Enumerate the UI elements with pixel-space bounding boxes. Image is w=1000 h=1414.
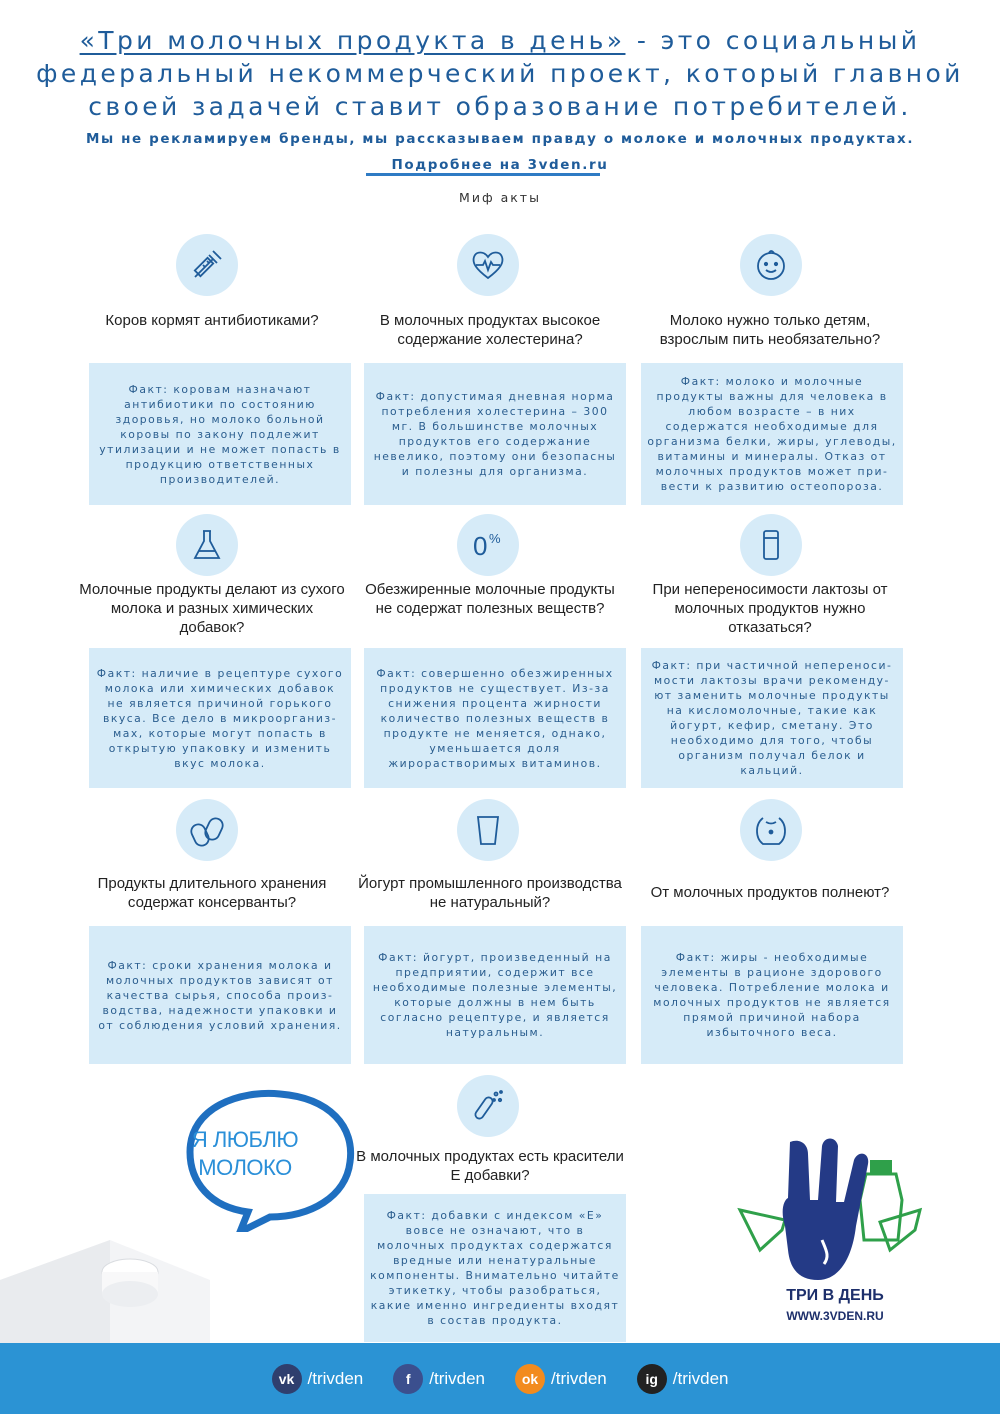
- fact-3: Факт: молоко и молочные продукты важны для человека в любом возрасте – в них содержатся необходимые для организма белки, жиры, углеводы, витамины и минералы. Отказ от молочных продуктов может при-вести к развитию остеопороза.: [641, 363, 903, 505]
- question-3: Молоко нужно только детям, взрослым пить необязательно?: [659, 312, 881, 348]
- syringe-icon: [176, 234, 238, 296]
- question-7: Продукты длительного хранения содержат консерванты?: [97, 875, 327, 911]
- project-name: «Три молочных продукта в день»: [79, 26, 626, 55]
- odnoklassniki-icon: ok: [515, 1364, 545, 1394]
- fact-2: Факт: допустимая дневная норма потребления холестерина – 300 мг. В большинстве молочных продуктов его содержание невелико, поэтому они безопасны и полезны для организма.: [364, 363, 626, 505]
- fact-9: Факт: жиры - необходимые элементы в рационе здорового человека. Потребление молока и молочных продуктов не является прямой причиной набора избыточного веса.: [641, 926, 903, 1064]
- svg-text:%: %: [489, 531, 501, 546]
- subtitle-line-2: Подробнее на 3vden.ru: [391, 157, 609, 173]
- social-handle-facebook: /trivden: [429, 1368, 485, 1388]
- question-9: От молочных продуктов полнеют?: [650, 884, 890, 901]
- baby-face-icon: [740, 234, 802, 296]
- question-5: Обезжиренные молочные продукты не содержат полезных веществ?: [365, 581, 615, 617]
- cup-icon: [457, 799, 519, 861]
- social-handle-vk: /trivden: [307, 1368, 364, 1388]
- question-1: Коров кормят антибиотиками?: [105, 312, 319, 329]
- headline-line-1: «Три молочных продукта в день» - это социальный: [79, 26, 921, 55]
- vk-icon: vk: [272, 1364, 302, 1394]
- fact-5: Факт: совершенно обезжиренных продуктов не существует. Из-за снижения процента жирности количество полезных веществ в продукте не меняется, однако, уменьшается доля жирорастворимых витаминов.: [364, 648, 626, 788]
- subtitle-line-1: Мы не рекламируем бренды, мы рассказываем правду о молоке и молочных продуктах.: [85, 131, 915, 147]
- svg-text:0: 0: [473, 531, 488, 561]
- glass-icon: [740, 514, 802, 576]
- fact-8: Факт: йогурт, произведенный на предприятии, содержит все необходимые полезные элементы, которые должны в нем быть согласно рецептуре, и является натуральным.: [364, 926, 626, 1064]
- heart-pulse-icon: [457, 234, 519, 296]
- fact-6: Факт: при частичной непереноси-мости лактозы врачи рекоменду-ют заменить молочные продукты на кисломолочные, такие как йогурт, кефир, сметану. Это необходимо для того, чтобы организм получал белок и кальций.: [641, 648, 903, 788]
- fact-4: Факт: наличие в рецептуре сухого молока или химических добавок не является причиной горького вкуса. Все дело в микроорганиз-мах, которые могут попасть в открытую упаковку и изменить вкус молока.: [89, 648, 351, 788]
- social-handle-instagram: /trivden: [672, 1368, 729, 1388]
- question-8: Йогурт промышленного производства не натуральный?: [358, 875, 622, 911]
- headline-line-2: федеральный некоммерческий проект, который главной: [36, 59, 964, 88]
- social-link-odnoklassniki[interactable]: [515, 1364, 607, 1394]
- bubble-text: Я ЛЮБЛЮ МОЛОКО: [191, 1127, 299, 1180]
- instagram-icon: ig: [637, 1364, 667, 1394]
- social-link-instagram[interactable]: [637, 1364, 729, 1394]
- fact-7: Факт: сроки хранения молока и молочных продуктов зависят от качества сырья, способа произ-водства, надежности упаковки и от соблюдения условий хранения.: [89, 926, 351, 1064]
- headline-line-3: своей задачей ставит образование потребителей.: [88, 92, 912, 121]
- zero-percent-icon: [457, 514, 519, 576]
- social-link-facebook[interactable]: [393, 1364, 485, 1394]
- fact-10: Факт: добавки с индексом «Е» вовсе не означают, что в молочных продуктах содержатся вредные или ненатуральные компоненты. Внимательно читайте этикетку, чтобы разобраться, какие именно ингредиенты входят в состав продукта.: [364, 1194, 626, 1342]
- question-2: В молочных продуктах высокое содержание холестерина?: [379, 312, 601, 348]
- pills-icon: [176, 799, 238, 861]
- facebook-icon: f: [393, 1364, 423, 1394]
- logo-url[interactable]: WWW.3VDEN.RU: [786, 1309, 884, 1323]
- fact-1: Факт: коровам назначают антибиотики по состоянию здоровья, но молоко больной коровы по закону подлежит утилизации и не может попасть в продукцию ответственных производителей.: [89, 363, 351, 505]
- header: [0, 24, 1000, 175]
- footer-social-bar: [0, 1343, 1000, 1414]
- social-handle-odnoklassniki: /trivden: [551, 1368, 607, 1388]
- flask-icon: [176, 514, 238, 576]
- test-tube-icon: [457, 1075, 519, 1137]
- logo-title: ТРИ В ДЕНЬ: [786, 1287, 884, 1304]
- belly-icon: [740, 799, 802, 861]
- header-divider: [366, 173, 600, 176]
- section-title: Миф акты: [459, 190, 541, 205]
- question-10: В молочных продуктах есть красители Е добавки?: [356, 1148, 624, 1184]
- question-4: Молочные продукты делают из сухого молока и разных химических добавок?: [79, 581, 345, 636]
- social-link-vk[interactable]: [272, 1364, 364, 1394]
- question-6: При непереносимости лактозы от молочных продуктов нужно отказаться?: [652, 581, 888, 636]
